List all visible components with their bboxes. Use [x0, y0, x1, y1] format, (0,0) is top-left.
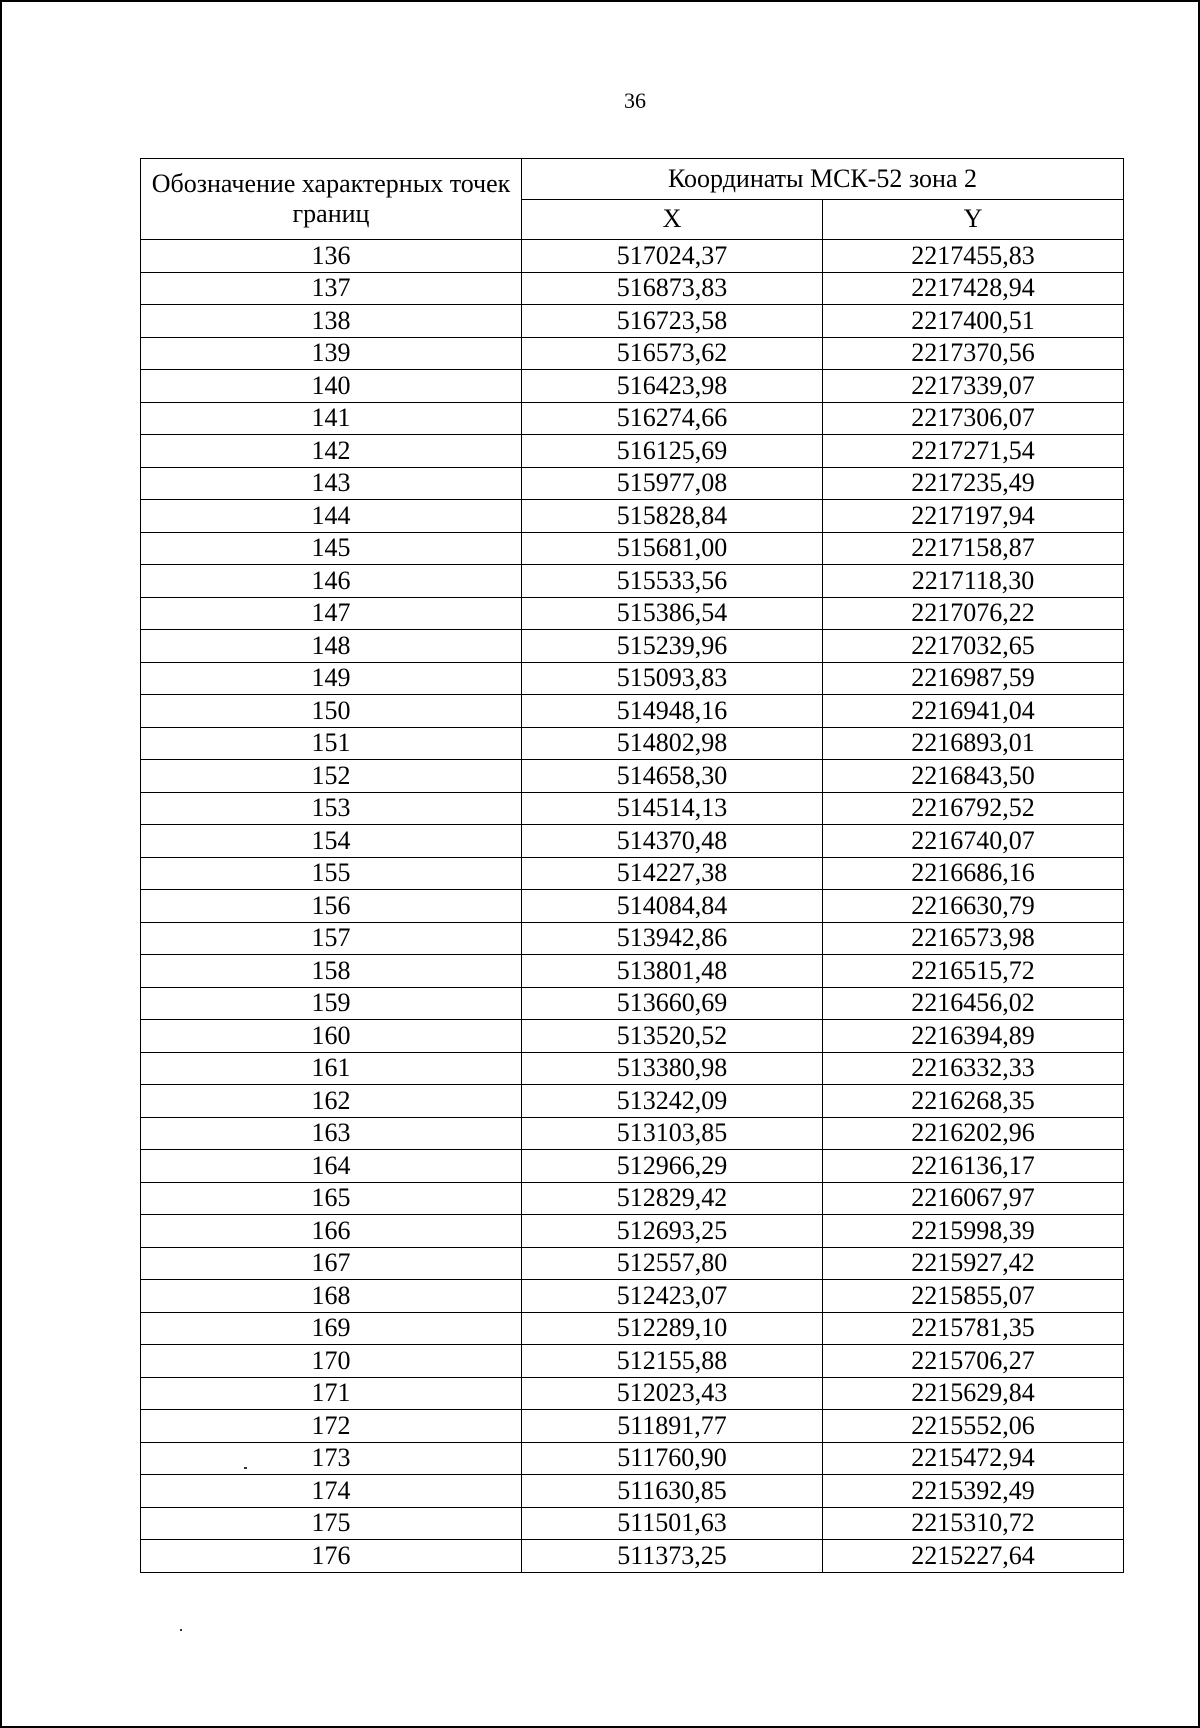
- cell-point: 158: [141, 955, 522, 988]
- cell-y: 2216843,50: [823, 760, 1124, 793]
- header-point-designation: Обозначение характерных точек границ: [141, 159, 522, 240]
- cell-y: 2217235,49: [823, 467, 1124, 500]
- table-row: [141, 500, 1124, 533]
- cell-point: 136: [141, 240, 522, 273]
- cell-y: 2215392,49: [823, 1475, 1124, 1508]
- cell-point: 155: [141, 857, 522, 890]
- page-number: 36: [624, 88, 646, 113]
- table-row: [141, 922, 1124, 955]
- table-row: [141, 1312, 1124, 1345]
- cell-y: 2215227,64: [823, 1540, 1124, 1573]
- cell-x: 513520,52: [522, 1020, 823, 1053]
- table-row: [141, 240, 1124, 273]
- cell-point: 160: [141, 1020, 522, 1053]
- cell-y: 2217197,94: [823, 500, 1124, 533]
- cell-x: 511501,63: [522, 1507, 823, 1540]
- cell-y: 2217076,22: [823, 597, 1124, 630]
- cell-x: 514084,84: [522, 890, 823, 923]
- cell-x: 513801,48: [522, 955, 823, 988]
- cell-y: 2216515,72: [823, 955, 1124, 988]
- cell-x: 514370,48: [522, 825, 823, 858]
- cell-point: 153: [141, 792, 522, 825]
- cell-point: 141: [141, 402, 522, 435]
- cell-x: 512693,25: [522, 1215, 823, 1248]
- cell-x: 512289,10: [522, 1312, 823, 1345]
- header-x: X: [522, 199, 823, 240]
- cell-point: 156: [141, 890, 522, 923]
- cell-y: 2216987,59: [823, 662, 1124, 695]
- cell-x: 516125,69: [522, 435, 823, 468]
- table-row: [141, 337, 1124, 370]
- cell-point: 137: [141, 272, 522, 305]
- table-row: [141, 695, 1124, 728]
- cell-point: 152: [141, 760, 522, 793]
- cell-y: 2216067,97: [823, 1182, 1124, 1215]
- cell-x: 517024,37: [522, 240, 823, 273]
- table-row: [141, 1052, 1124, 1085]
- cell-point: 167: [141, 1247, 522, 1280]
- cell-point: 150: [141, 695, 522, 728]
- table-row: [141, 1215, 1124, 1248]
- table-row: [141, 272, 1124, 305]
- cell-point: 148: [141, 630, 522, 663]
- table-row: [141, 792, 1124, 825]
- table-row: [141, 467, 1124, 500]
- cell-y: 2215706,27: [823, 1345, 1124, 1378]
- cell-x: 515977,08: [522, 467, 823, 500]
- cell-point: 172: [141, 1410, 522, 1443]
- cell-y: 2216202,96: [823, 1117, 1124, 1150]
- table-row: [141, 370, 1124, 403]
- table-row: [141, 1020, 1124, 1053]
- cell-point: 168: [141, 1280, 522, 1313]
- cell-x: 514227,38: [522, 857, 823, 890]
- table-row: [141, 597, 1124, 630]
- cell-y: 2216136,17: [823, 1150, 1124, 1183]
- table-row: [141, 727, 1124, 760]
- table-row: [141, 1085, 1124, 1118]
- cell-point: 138: [141, 305, 522, 338]
- table-row: [141, 1475, 1124, 1508]
- cell-y: 2215310,72: [823, 1507, 1124, 1540]
- cell-x: 512966,29: [522, 1150, 823, 1183]
- cell-y: 2216573,98: [823, 922, 1124, 955]
- cell-point: 151: [141, 727, 522, 760]
- cell-y: 2215472,94: [823, 1442, 1124, 1475]
- table-row: [141, 825, 1124, 858]
- cell-y: 2216332,33: [823, 1052, 1124, 1085]
- cell-point: 163: [141, 1117, 522, 1150]
- header-y: Y: [823, 199, 1124, 240]
- header-coordinates: Координаты МСК-52 зона 2: [522, 159, 1124, 200]
- cell-x: 512423,07: [522, 1280, 823, 1313]
- cell-point: 176: [141, 1540, 522, 1573]
- cell-x: 511373,25: [522, 1540, 823, 1573]
- cell-x: 516723,58: [522, 305, 823, 338]
- cell-x: 515828,84: [522, 500, 823, 533]
- cell-x: 516573,62: [522, 337, 823, 370]
- cell-y: 2216686,16: [823, 857, 1124, 890]
- cell-y: 2216792,52: [823, 792, 1124, 825]
- cell-point: 159: [141, 987, 522, 1020]
- cell-y: 2217158,87: [823, 532, 1124, 565]
- cell-x: 513103,85: [522, 1117, 823, 1150]
- table-row: [141, 857, 1124, 890]
- table-row: [141, 1280, 1124, 1313]
- cell-point: 161: [141, 1052, 522, 1085]
- table-row: [141, 955, 1124, 988]
- table-row: [141, 1247, 1124, 1280]
- table-row: [141, 987, 1124, 1020]
- table-row: [141, 1410, 1124, 1443]
- cell-x: 513660,69: [522, 987, 823, 1020]
- table-row: [141, 1540, 1124, 1573]
- cell-y: 2215998,39: [823, 1215, 1124, 1248]
- table-row: [141, 565, 1124, 598]
- coordinates-table: [140, 158, 1124, 1573]
- cell-y: 2217400,51: [823, 305, 1124, 338]
- cell-x: 512023,43: [522, 1377, 823, 1410]
- cell-x: 511760,90: [522, 1442, 823, 1475]
- cell-point: 165: [141, 1182, 522, 1215]
- cell-x: 516274,66: [522, 402, 823, 435]
- table-row: [141, 532, 1124, 565]
- cell-y: 2215927,42: [823, 1247, 1124, 1280]
- cell-x: 513380,98: [522, 1052, 823, 1085]
- cell-y: 2216740,07: [823, 825, 1124, 858]
- cell-y: 2217455,83: [823, 240, 1124, 273]
- cell-point: 139: [141, 337, 522, 370]
- cell-x: 515386,54: [522, 597, 823, 630]
- table-row: [141, 1345, 1124, 1378]
- cell-x: 515681,00: [522, 532, 823, 565]
- table-row: [141, 1117, 1124, 1150]
- scan-speck: [244, 1467, 247, 1469]
- scan-speck: [180, 1629, 182, 1631]
- table-row: [141, 1150, 1124, 1183]
- table-row: [141, 890, 1124, 923]
- cell-y: 2216456,02: [823, 987, 1124, 1020]
- cell-point: 154: [141, 825, 522, 858]
- cell-point: 144: [141, 500, 522, 533]
- table-row: [141, 435, 1124, 468]
- cell-y: 2215629,84: [823, 1377, 1124, 1410]
- cell-point: 166: [141, 1215, 522, 1248]
- table-header: [141, 159, 1124, 240]
- table-row: [141, 1377, 1124, 1410]
- cell-x: 515239,96: [522, 630, 823, 663]
- table-row: [141, 402, 1124, 435]
- cell-point: 175: [141, 1507, 522, 1540]
- cell-point: 173: [141, 1442, 522, 1475]
- cell-point: 174: [141, 1475, 522, 1508]
- cell-x: 512557,80: [522, 1247, 823, 1280]
- cell-y: 2215552,06: [823, 1410, 1124, 1443]
- cell-x: 514514,13: [522, 792, 823, 825]
- cell-point: 162: [141, 1085, 522, 1118]
- cell-y: 2216893,01: [823, 727, 1124, 760]
- cell-point: 149: [141, 662, 522, 695]
- cell-y: 2216941,04: [823, 695, 1124, 728]
- cell-x: 513942,86: [522, 922, 823, 955]
- cell-y: 2216268,35: [823, 1085, 1124, 1118]
- cell-point: 171: [141, 1377, 522, 1410]
- table-row: [141, 305, 1124, 338]
- cell-point: 145: [141, 532, 522, 565]
- cell-x: 514948,16: [522, 695, 823, 728]
- cell-point: 169: [141, 1312, 522, 1345]
- cell-x: 516873,83: [522, 272, 823, 305]
- cell-x: 514802,98: [522, 727, 823, 760]
- cell-x: 515093,83: [522, 662, 823, 695]
- cell-y: 2215781,35: [823, 1312, 1124, 1345]
- cell-x: 515533,56: [522, 565, 823, 598]
- cell-y: 2216630,79: [823, 890, 1124, 923]
- table-row: [141, 760, 1124, 793]
- cell-y: 2216394,89: [823, 1020, 1124, 1053]
- cell-x: 512829,42: [522, 1182, 823, 1215]
- cell-point: 164: [141, 1150, 522, 1183]
- cell-point: 146: [141, 565, 522, 598]
- cell-point: 170: [141, 1345, 522, 1378]
- cell-x: 512155,88: [522, 1345, 823, 1378]
- cell-point: 140: [141, 370, 522, 403]
- cell-x: 516423,98: [522, 370, 823, 403]
- table-row: [141, 630, 1124, 663]
- cell-y: 2217118,30: [823, 565, 1124, 598]
- cell-point: 147: [141, 597, 522, 630]
- cell-y: 2217032,65: [823, 630, 1124, 663]
- cell-y: 2217370,56: [823, 337, 1124, 370]
- table-row: [141, 1182, 1124, 1215]
- cell-x: 511891,77: [522, 1410, 823, 1443]
- cell-y: 2215855,07: [823, 1280, 1124, 1313]
- cell-x: 511630,85: [522, 1475, 823, 1508]
- cell-x: 513242,09: [522, 1085, 823, 1118]
- cell-point: 157: [141, 922, 522, 955]
- cell-y: 2217428,94: [823, 272, 1124, 305]
- cell-point: 143: [141, 467, 522, 500]
- cell-y: 2217339,07: [823, 370, 1124, 403]
- cell-x: 514658,30: [522, 760, 823, 793]
- cell-y: 2217271,54: [823, 435, 1124, 468]
- table-body: [141, 240, 1124, 1573]
- cell-y: 2217306,07: [823, 402, 1124, 435]
- cell-point: 142: [141, 435, 522, 468]
- table-row: [141, 1507, 1124, 1540]
- table-row: [141, 662, 1124, 695]
- table-row: [141, 1442, 1124, 1475]
